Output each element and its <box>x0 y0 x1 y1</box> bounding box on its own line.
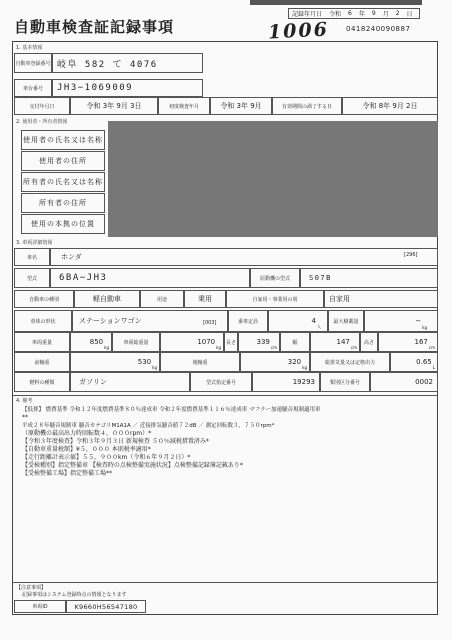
section4-label: 4. 備考 <box>16 398 33 404</box>
footer-divider <box>12 582 438 583</box>
displacement-cell <box>390 352 438 372</box>
model-label: 型式 <box>14 268 50 288</box>
category-number-value: 0002 <box>370 372 438 392</box>
issue-date-label: 交付年月日 <box>14 97 70 115</box>
issue-date-value: 令和 3年 9月 3日 <box>70 97 158 115</box>
weight-cell <box>70 332 112 352</box>
max-load-cell <box>364 310 438 332</box>
remarks-line-4: （原動機の最高出力時回転数４，０００rpm）* <box>22 430 152 437</box>
height-cell <box>378 332 438 352</box>
front-axle-value: 530 <box>137 358 152 366</box>
record-date-month: 9 <box>371 10 376 17</box>
remarks-line-8: 【受検種別】指定整備車 【検査時の点検整備実施状況】点検整備記録簿記載あり* <box>22 462 243 469</box>
base-location-label: 使用の本拠の位置 <box>21 214 105 234</box>
capacity-cell <box>268 310 328 332</box>
displacement-value: 0.65 <box>416 358 432 366</box>
handwritten-number: 1006 <box>267 18 330 44</box>
vin-value: JH3−1069009 <box>52 79 203 97</box>
remarks-line-7: 【走行距離計表示値】５５，９００km（令和６年９月２日）* <box>22 454 191 461</box>
plate-value: 岐阜 582 て 4076 <box>52 53 203 73</box>
remarks-line-9: 【受検整備工場】指定整備工場** <box>22 470 113 477</box>
body-shape-label: 車体の形状 <box>14 310 72 332</box>
rear-axle-label: 後軸重 <box>160 352 240 372</box>
height-unit: cm <box>428 345 435 350</box>
expiry-value: 令和 8年 9月 2日 <box>342 97 438 115</box>
notice-title: 【注意事項】 <box>16 585 47 591</box>
plate-label: 自動車登録番号 <box>14 53 52 73</box>
vehicle-class-value: 軽自動車 <box>74 290 140 308</box>
approval-number-label: 型式指定番号 <box>190 372 252 392</box>
record-date-day-unit: 日 <box>406 11 413 18</box>
section4-divider <box>12 395 438 396</box>
approval-number-value: 19293 <box>252 372 320 392</box>
car-id-value: K9660H56547180 <box>66 600 146 613</box>
length-value: 339 <box>256 338 270 346</box>
max-load-unit: kg <box>422 325 427 330</box>
width-unit: cm <box>350 345 357 350</box>
engine-value: S07B <box>300 268 438 288</box>
fuel-value: ガソリン <box>70 372 190 392</box>
record-date-month-unit: 月 <box>382 11 389 18</box>
business-type-label: 自家用・事業用の別 <box>226 290 324 308</box>
remarks-line-6: 【自動車重量税額】¥５，０００ 本則税率適用* <box>22 446 151 453</box>
use-value: 乗用 <box>184 290 226 308</box>
weight-unit: kg <box>104 345 109 350</box>
remarks-line-3: 平成２８年騒音規制車 騒音カテゴリM1A1A ／ 近接排気騒音値７２dB ／ 測定回転数３，７５０rpm* <box>22 423 275 429</box>
section2-label: 2. 使用者・所有者情報 <box>16 119 68 125</box>
document-title: 自動車検査証記録事項 <box>14 18 175 36</box>
model-value: 6BA−JH3 <box>50 268 250 288</box>
fuel-label: 燃料の種類 <box>14 372 70 392</box>
owner-name-label: 所有者の氏名又は名称 <box>21 172 105 192</box>
width-label: 幅 <box>280 332 310 352</box>
capacity-unit: 人 <box>317 324 321 329</box>
business-type-value: 自家用 <box>324 290 438 308</box>
category-number-label: 類別区分番号 <box>320 372 370 392</box>
gross-weight-cell <box>160 332 224 352</box>
owner-rows <box>21 130 105 234</box>
vehicle-class-label: 自動車の種別 <box>14 290 74 308</box>
section3-label: 3. 車両詳細情報 <box>16 240 53 246</box>
displacement-unit: L <box>432 365 435 370</box>
body-shape-code: [003] <box>203 320 217 326</box>
first-registration-value: 令和 3年 9月 <box>210 97 272 115</box>
rear-axle-value: 320 <box>287 358 302 366</box>
capacity-value: 4 <box>311 317 316 325</box>
owner-info-redaction <box>108 121 438 237</box>
front-axle-unit: kg <box>152 365 157 370</box>
record-date-era: 令和 <box>329 11 342 18</box>
gross-weight-unit: kg <box>216 345 221 350</box>
first-registration-label: 初度検査年月 <box>158 97 210 115</box>
record-date-year: 6 <box>348 10 352 17</box>
length-label: 長さ <box>224 332 238 352</box>
rear-axle-unit: kg <box>302 365 307 370</box>
max-load-label: 最大積載量 <box>328 310 364 332</box>
engine-label: 原動機の型式 <box>250 268 300 288</box>
vin-label: 車台番号 <box>14 79 52 97</box>
weight-value: 850 <box>89 338 104 346</box>
document-number: 0418240090887 <box>346 25 411 33</box>
section1-label: 1. 基本情報 <box>16 45 43 51</box>
length-cell <box>238 332 280 352</box>
record-date-year-unit: 年 <box>358 11 365 18</box>
gross-weight-value: 1070 <box>197 338 216 346</box>
owner-address-label: 所有者の住所 <box>21 193 105 213</box>
height-value: 167 <box>414 338 428 346</box>
max-load-value: − <box>415 317 422 325</box>
gross-weight-label: 車両総重量 <box>112 332 160 352</box>
length-unit: cm <box>270 345 277 350</box>
record-date-day: 2 <box>395 10 400 17</box>
car-id-label: 車両ID <box>14 600 66 613</box>
weight-label: 車両重量 <box>14 332 70 352</box>
notice-text: 記録事項はシステム登録時点の情報となります <box>22 592 127 598</box>
make-code: [296] <box>404 252 418 258</box>
width-value: 147 <box>336 338 350 346</box>
width-cell <box>310 332 360 352</box>
record-date-box <box>288 8 420 19</box>
front-axle-label: 前軸重 <box>14 352 70 372</box>
user-address-label: 使用者の住所 <box>21 151 105 171</box>
capacity-label: 乗車定員 <box>228 310 268 332</box>
use-label: 用途 <box>140 290 184 308</box>
remarks-line-5: 【令和３年度検査】令和３年９月３日 新規検査 ５０％減税措置済み* <box>22 438 209 445</box>
height-label: 高さ <box>360 332 378 352</box>
remarks-line-1: 【低排】 燃費基準 令和１２年度燃費基準８０％達成車 令和２年度燃費基準１１６％達成車 マフラー加速騒音規制適用車 <box>22 407 321 413</box>
rear-axle-cell <box>240 352 310 372</box>
record-date-label: 記録年月日 <box>292 11 323 18</box>
remarks-line-2: ** <box>22 414 28 421</box>
top-redaction-bar <box>250 0 422 5</box>
expiry-label: 有効期間の満了する日 <box>272 97 342 115</box>
displacement-label: 総排気量又は定格出力 <box>310 352 390 372</box>
make-value: ホンダ <box>50 248 438 266</box>
make-label: 車名 <box>14 248 50 266</box>
body-shape-value: ステーションワゴン <box>72 310 228 332</box>
front-axle-cell <box>70 352 160 372</box>
user-name-label: 使用者の氏名又は名称 <box>21 130 105 150</box>
